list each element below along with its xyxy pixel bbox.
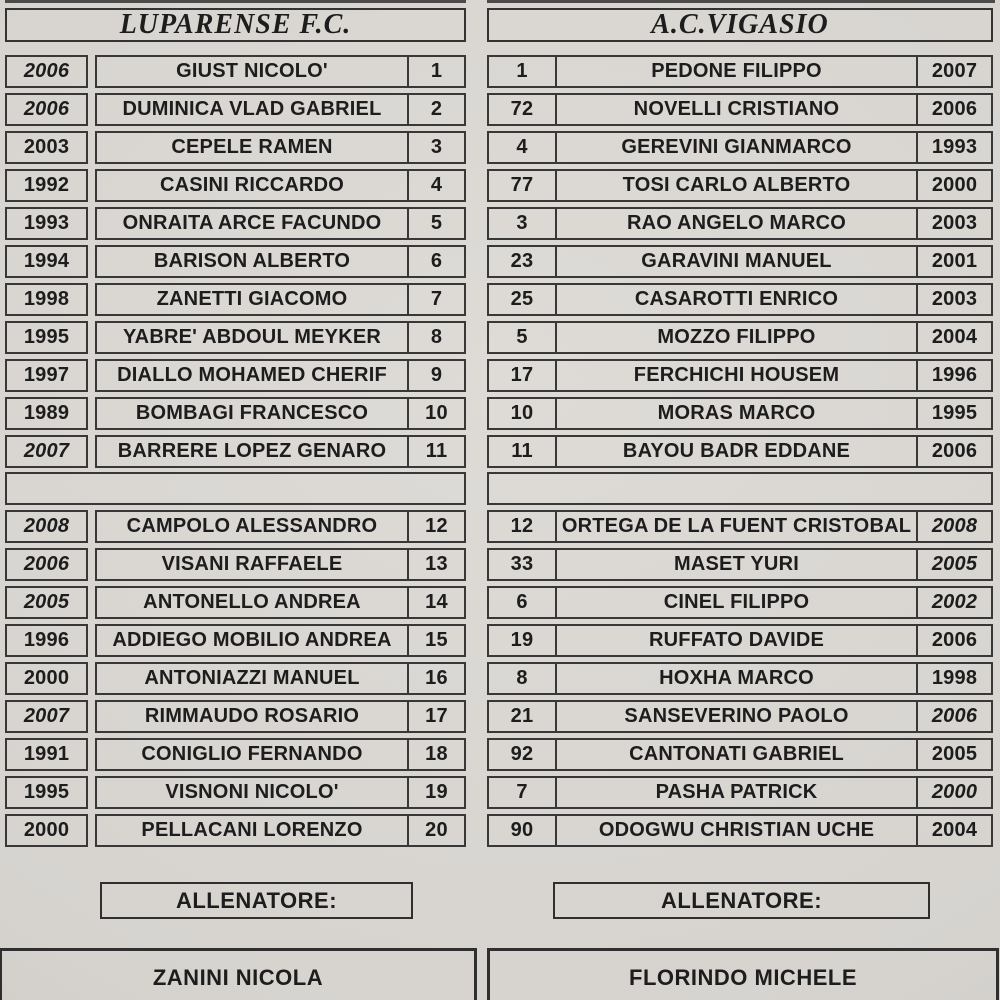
team-section-left [5,0,466,1000]
player-row [5,397,466,430]
player-number: 5 [516,326,528,348]
player-row-box [487,207,993,240]
player-name: PASHA PATRICK [555,778,918,807]
player-name: HOXHA MARCO [555,664,918,693]
player-number: 17 [407,702,464,731]
player-name: CINEL FILIPPO [555,588,918,617]
player-number: 19 [510,629,534,651]
player-birth-year: 2006 [5,548,88,581]
player-row-box [487,93,993,126]
player-row [5,245,466,278]
player-birth-year: 1996 [931,364,978,386]
player-row [5,283,466,316]
player-name: CASAROTTI ENRICO [555,285,918,314]
player-row [487,776,993,809]
player-name: BAYOU BADR EDDANE [555,437,918,466]
player-name: RUFFATO DAVIDE [555,626,918,655]
player-name: TOSI CARLO ALBERTO [555,171,918,200]
player-number: 10 [407,399,464,428]
player-birth-year: 1995 [5,321,88,354]
player-name: CASINI RICCARDO [159,174,345,196]
player-birth-year: 2007 [5,435,88,468]
player-name-number-box [95,207,466,240]
player-birth-year: 2008 [931,515,978,537]
player-name-number-box [95,510,466,543]
player-name: DUMINICA VLAD GABRIEL [122,98,382,120]
player-row [5,207,466,240]
player-name: CEPELE RAMEN [171,136,333,158]
player-name: PELLACANI LORENZO [141,819,363,841]
player-birth-year: 2000 [5,814,88,847]
player-number: 7 [407,285,464,314]
player-name: FERCHICHI HOUSEM [555,361,918,390]
player-row-box [487,662,993,695]
player-name-number-box [95,93,466,126]
player-number: 11 [511,440,533,462]
player-row [487,814,993,847]
player-birth-year: 2006 [931,440,978,462]
player-number: 3 [407,133,464,162]
player-number: 2 [407,95,464,124]
player-birth-year: 2006 [5,93,88,126]
player-name: BOMBAGI FRANCESCO [135,402,369,424]
player-row [487,55,993,88]
player-name-number-box [95,55,466,88]
player-number: 23 [510,250,534,272]
player-number: 19 [407,778,464,807]
player-name: SANSEVERINO PAOLO [555,702,918,731]
player-name: GARAVINI MANUEL [555,247,918,276]
player-number: 18 [407,740,464,769]
player-name: ADDIEGO MOBILIO ANDREA [112,629,392,651]
player-row [487,548,993,581]
player-birth-year: 1991 [5,738,88,771]
player-number: 1 [516,60,528,82]
player-name: ZANETTI GIACOMO [156,288,348,310]
player-row [5,169,466,202]
player-row [487,283,993,316]
player-number: 90 [510,819,534,841]
player-number: 11 [407,437,464,466]
player-row-box [487,586,993,619]
player-number: 33 [510,553,534,575]
player-number: 10 [510,402,534,424]
player-number: 7 [516,781,528,803]
player-name: CANTONATI GABRIEL [555,740,918,769]
player-row [5,814,466,847]
player-name: RIMMAUDO ROSARIO [144,705,360,727]
player-name: ANTONIAZZI MANUEL [144,667,360,689]
player-name: BARISON ALBERTO [153,250,351,272]
player-name: MASET YURI [555,550,918,579]
player-list-right-bench [487,510,993,852]
player-row [5,586,466,619]
player-row [5,93,466,126]
player-birth-year: 2005 [931,743,978,765]
player-name-number-box [95,321,466,354]
player-row [5,548,466,581]
player-row [487,359,993,392]
coach-name-left: ZANINI NICOLA [152,965,324,990]
player-birth-year: 2006 [931,98,978,120]
player-row [487,169,993,202]
separator-empty-row-left [5,472,466,505]
player-birth-year: 2003 [931,288,978,310]
player-row [5,624,466,657]
player-row [5,359,466,392]
player-birth-year: 2005 [5,586,88,619]
player-row-box [487,700,993,733]
player-number: 92 [510,743,534,765]
player-birth-year: 1997 [5,359,88,392]
player-row-box [487,738,993,771]
player-number: 17 [510,364,534,386]
player-name: ANTONELLO ANDREA [143,591,361,613]
player-row-box [487,321,993,354]
player-name-number-box [95,700,466,733]
player-row [5,776,466,809]
player-row-box [487,510,993,543]
player-row [5,131,466,164]
player-number: 3 [516,212,528,234]
player-name: VISNONI NICOLO' [165,781,339,803]
player-birth-year: 2003 [5,131,88,164]
separator-empty-row-right [487,472,993,505]
player-birth-year: 1998 [931,667,978,689]
player-row [487,700,993,733]
player-birth-year: 2004 [931,326,978,348]
player-name-number-box [95,586,466,619]
player-row-box [487,624,993,657]
player-row [5,55,466,88]
player-birth-year: 2000 [931,781,978,803]
player-row [5,662,466,695]
player-row [5,321,466,354]
player-number: 5 [407,209,464,238]
player-number: 77 [510,174,534,196]
player-name-number-box [95,662,466,695]
player-name: RAO ANGELO MARCO [555,209,918,238]
player-name: ODOGWU CHRISTIAN UCHE [555,816,918,845]
player-row [5,435,466,468]
player-birth-year: 2006 [5,55,88,88]
coach-label-text-left: ALLENATORE: [175,887,338,913]
player-number: 8 [516,667,528,689]
player-name-number-box [95,245,466,278]
coach-label-text-right: ALLENATORE: [660,887,823,913]
player-number: 1 [407,57,464,86]
team-section-right [487,0,993,1000]
player-name: MORAS MARCO [555,399,918,428]
player-row-box [487,55,993,88]
coach-name-box-left [0,948,477,1000]
player-row [487,662,993,695]
player-birth-year: 1998 [5,283,88,316]
player-birth-year: 2004 [931,819,978,841]
player-birth-year: 1989 [5,397,88,430]
player-birth-year: 1996 [5,624,88,657]
player-name-number-box [95,359,466,392]
player-birth-year: 2006 [931,629,978,651]
player-row [5,738,466,771]
player-birth-year: 2002 [931,591,978,613]
player-row [487,738,993,771]
player-row-box [487,548,993,581]
player-name-number-box [95,776,466,809]
player-row [5,510,466,543]
player-birth-year: 1995 [931,402,978,424]
player-birth-year: 2001 [931,250,978,272]
player-name-number-box [95,814,466,847]
player-list-left-starters [5,55,466,473]
player-name-number-box [95,435,466,468]
player-name-number-box [95,397,466,430]
coach-name-box-right [487,948,999,1000]
player-birth-year: 2005 [931,553,978,575]
player-number: 4 [516,136,528,158]
player-number: 15 [407,626,464,655]
player-birth-year: 2006 [931,705,978,727]
player-birth-year: 2007 [5,700,88,733]
player-name-number-box [95,624,466,657]
player-name: CONIGLIO FERNANDO [141,743,363,765]
player-name: GEREVINI GIANMARCO [555,133,918,162]
player-number: 6 [407,247,464,276]
player-list-right-starters [487,55,993,473]
player-name: YABRE' ABDOUL MEYKER [122,326,382,348]
player-name-number-box [95,169,466,202]
player-birth-year: 2007 [931,60,978,82]
player-row [487,93,993,126]
player-number: 25 [510,288,534,310]
player-row [487,435,993,468]
team-name-box-right [487,8,993,42]
player-birth-year: 2008 [5,510,88,543]
player-number: 12 [407,512,464,541]
player-number: 21 [510,705,534,727]
player-name-number-box [95,738,466,771]
player-row [487,245,993,278]
player-row-box [487,131,993,164]
player-row-box [487,283,993,316]
coach-name-right: FLORINDO MICHELE [629,965,857,990]
player-name: DIALLO MOHAMED CHERIF [117,364,387,386]
player-row [487,586,993,619]
team-name-box-left [5,8,466,42]
player-row [487,397,993,430]
player-name: GIUST NICOLO' [176,60,328,82]
player-birth-year: 1993 [931,136,978,158]
player-row [487,321,993,354]
player-birth-year: 1994 [5,245,88,278]
player-name-number-box [95,283,466,316]
player-row-box [487,245,993,278]
player-birth-year: 2000 [5,662,88,695]
team-name-right: A.C.VIGASIO [651,9,829,40]
player-birth-year: 1995 [5,776,88,809]
coach-label-right [553,882,930,919]
player-number: 13 [407,550,464,579]
player-birth-year: 1992 [5,169,88,202]
player-number: 14 [407,588,464,617]
player-name: VISANI RAFFAELE [161,553,343,575]
player-name: ONRAITA ARCE FACUNDO [122,212,382,234]
player-name: NOVELLI CRISTIANO [555,95,918,124]
player-number: 8 [407,323,464,352]
player-row-box [487,169,993,202]
player-birth-year: 1993 [5,207,88,240]
player-name: PEDONE FILIPPO [555,57,918,86]
player-name: BARRERE LOPEZ GENARO [117,440,387,462]
player-name-number-box [95,548,466,581]
player-row [487,131,993,164]
player-row [5,700,466,733]
player-row [487,624,993,657]
coach-label-left [100,882,413,919]
player-number: 72 [510,98,534,120]
player-row-box [487,776,993,809]
player-name: ORTEGA DE LA FUENT CRISTOBAL [555,512,918,541]
player-number: 4 [407,171,464,200]
player-row [487,207,993,240]
player-row-box [487,359,993,392]
player-name: MOZZO FILIPPO [555,323,918,352]
player-row-box [487,814,993,847]
player-row [487,510,993,543]
player-number: 9 [407,361,464,390]
player-number: 6 [516,591,528,613]
player-birth-year: 2003 [931,212,978,234]
team-name-left: LUPARENSE F.C. [119,9,352,40]
player-list-left-bench [5,510,466,852]
player-number: 20 [407,816,464,845]
player-birth-year: 2000 [931,174,978,196]
player-row-box [487,397,993,430]
player-row-box [487,435,993,468]
player-number: 12 [510,515,534,537]
player-name-number-box [95,131,466,164]
player-number: 16 [407,664,464,693]
player-name: CAMPOLO ALESSANDRO [126,515,378,537]
